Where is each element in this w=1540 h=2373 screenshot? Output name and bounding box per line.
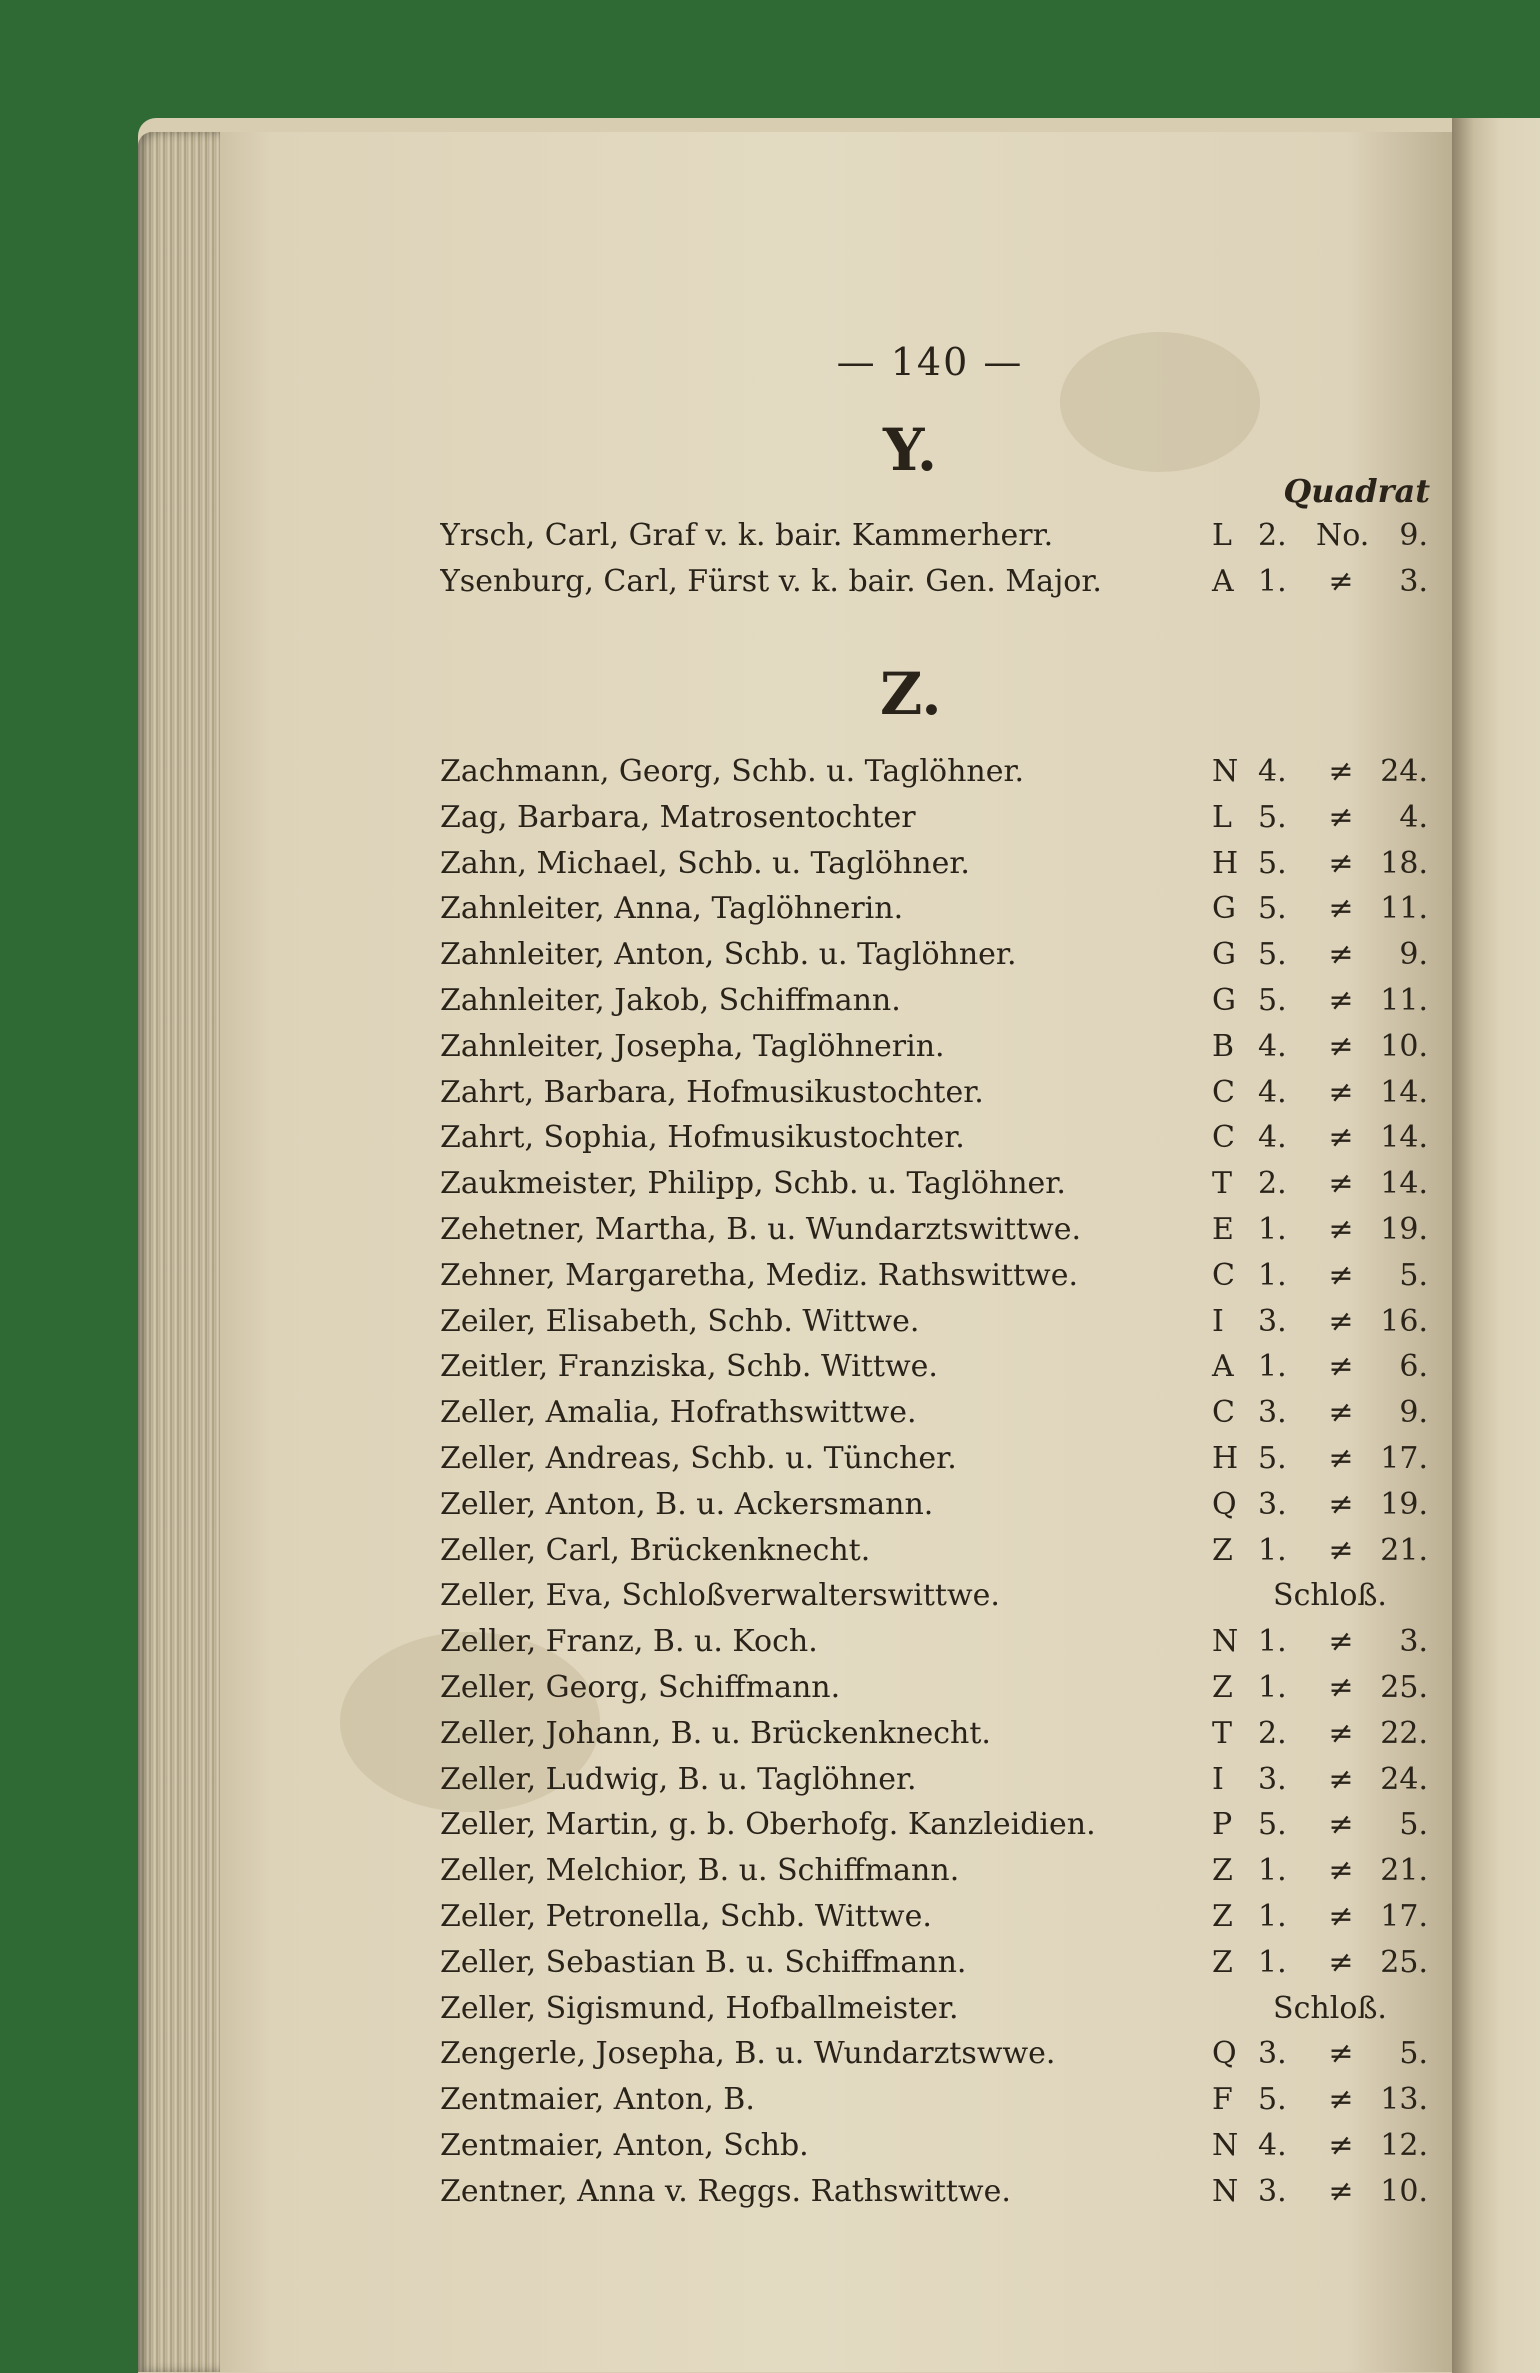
directory-entry [440, 1897, 1428, 1937]
entry-quadrat-row: 1. [1258, 1624, 1287, 1660]
entry-name: Zehetner, Martha, B. u. Wundarztswittwe. [440, 1212, 1082, 1247]
entry-number-mark: ≠ [1328, 2173, 1354, 2209]
entry-quadrat-letter: G [1212, 983, 1236, 1018]
directory-listing [440, 320, 1430, 2209]
entry-number-mark: ≠ [1328, 1303, 1354, 1339]
entry-number-mark: ≠ [1328, 1944, 1354, 1980]
entry-quadrat-row: 1. [1258, 1349, 1287, 1385]
section-letter: Z. [880, 660, 942, 728]
entry-quadrat-letter: T [1212, 1166, 1233, 1202]
entry-quadrat-row: 4. [1258, 754, 1287, 789]
entry-house-number: 10. [1380, 1028, 1428, 1064]
directory-entry [440, 1943, 1428, 1983]
entry-number-mark: ≠ [1328, 1166, 1354, 1202]
directory-entry [440, 889, 1428, 929]
directory-entry [440, 1485, 1428, 1525]
directory-entry [440, 752, 1428, 792]
entry-quadrat-letter: Z [1212, 1532, 1233, 1568]
directory-entry [440, 2034, 1428, 2074]
entry-name: Zahrt, Sophia, Hofmusikustochter. [440, 1120, 965, 1156]
entry-name: Zahnleiter, Anna, Taglöhnerin. [440, 891, 904, 927]
entry-quadrat-row: 5. [1258, 845, 1287, 881]
entry-name: Zeller, Amalia, Hofrathswittwe. [440, 1395, 917, 1431]
entry-house-number: 19. [1380, 1212, 1428, 1247]
entry-number-mark: ≠ [1328, 1624, 1354, 1660]
entry-quadrat-row: 5. [1258, 1807, 1287, 1843]
entry-number-mark: ≠ [1328, 1761, 1354, 1797]
entry-number-mark: ≠ [1328, 1532, 1354, 1568]
entry-name: Zeiler, Elisabeth, Schb. Wittwe. [440, 1303, 920, 1339]
entry-house-number: 17. [1380, 1899, 1428, 1934]
directory-entry [440, 562, 1428, 602]
entry-number-mark: ≠ [1328, 2036, 1354, 2072]
entry-quadrat-letter: A [1212, 563, 1234, 599]
directory-entry [440, 935, 1428, 975]
directory-entry [440, 1256, 1428, 1296]
entry-quadrat-letter: N [1212, 2173, 1239, 2209]
entry-number-mark: ≠ [1328, 1899, 1354, 1934]
entry-number-mark: ≠ [1328, 1349, 1354, 1385]
entry-quadrat-row: 1. [1258, 1670, 1287, 1705]
entry-quadrat-letter: Q [1212, 1486, 1237, 1522]
entry-house-number: 19. [1380, 1486, 1428, 1522]
directory-entry [440, 1118, 1428, 1158]
directory-entry [440, 2172, 1428, 2212]
entry-quadrat-row: 2. [1258, 1715, 1287, 1751]
entry-name: Zeller, Johann, B. u. Brückenknecht. [440, 1715, 991, 1751]
entry-quadrat-row: 5. [1258, 1441, 1287, 1476]
entry-name: Zeller, Melchior, B. u. Schiffmann. [440, 1853, 960, 1889]
entry-number-mark: ≠ [1328, 1853, 1354, 1889]
entry-quadrat-letter: Z [1212, 1899, 1233, 1934]
entry-name: Zentmaier, Anton, B. [440, 2082, 755, 2118]
entry-quadrat-row: 5. [1258, 799, 1287, 835]
entry-name: Zag, Barbara, Matrosentochter [440, 799, 916, 835]
entry-quadrat-letter: P [1212, 1807, 1233, 1843]
entry-house-number: 5. [1399, 2036, 1428, 2072]
entry-name: Zentner, Anna v. Reggs. Rathswittwe. [440, 2173, 1011, 2209]
entry-quadrat-letter: Z [1212, 1944, 1233, 1980]
entry-house-number: 9. [1399, 518, 1428, 553]
directory-entry [440, 1989, 1420, 2029]
entry-quadrat-letter: B [1212, 1028, 1235, 1064]
entry-quadrat-letter: C [1212, 1074, 1235, 1110]
entry-house-number: 24. [1380, 754, 1428, 789]
entry-house-number: 14. [1380, 1166, 1428, 1202]
entry-name: Zeller, Petronella, Schb. Wittwe. [440, 1899, 932, 1934]
entry-number-mark: ≠ [1328, 2082, 1354, 2118]
directory-entry [440, 798, 1428, 838]
entry-house-number: 14. [1380, 1120, 1428, 1156]
directory-entry [440, 1851, 1428, 1891]
directory-entry [440, 1531, 1428, 1571]
entry-house-number: 22. [1380, 1715, 1428, 1751]
entry-quadrat-letter: Z [1212, 1670, 1233, 1705]
entry-name: Zeitler, Franziska, Schb. Wittwe. [440, 1349, 938, 1385]
facing-page-gutter [1452, 118, 1540, 2373]
entry-name: Zentmaier, Anton, Schb. [440, 2128, 809, 2163]
entry-number-mark: ≠ [1328, 1807, 1354, 1843]
entry-quadrat-row: 1. [1258, 1853, 1287, 1889]
entry-name: Zachmann, Georg, Schb. u. Taglöhner. [440, 754, 1025, 789]
entry-name: Zeller, Carl, Brückenknecht. [440, 1532, 871, 1568]
page-number: — 140 — [836, 340, 1024, 384]
entry-name: Zahn, Michael, Schb. u. Taglöhner. [440, 845, 970, 881]
entry-quadrat-row: 4. [1258, 1120, 1287, 1156]
entry-name: Zeller, Sigismund, Hofballmeister. [440, 1990, 959, 2026]
entry-house-number: 9. [1399, 1395, 1428, 1431]
entry-number-mark: ≠ [1328, 1074, 1354, 1110]
entry-name: Zengerle, Josepha, B. u. Wundarztswwe. [440, 2036, 1056, 2072]
entry-house-number: 5. [1399, 1257, 1428, 1293]
entry-name: Zeller, Ludwig, B. u. Taglöhner. [440, 1761, 917, 1797]
entry-house-number: 25. [1380, 1944, 1428, 1980]
entry-quadrat-letter: C [1212, 1395, 1235, 1431]
entry-quadrat-letter: C [1212, 1120, 1235, 1156]
entry-name: Zahnleiter, Anton, Schb. u. Taglöhner. [440, 937, 1017, 973]
entry-house-number: 18. [1380, 845, 1428, 881]
entry-house-number: 5. [1399, 1807, 1428, 1843]
entry-quadrat-letter: G [1212, 891, 1236, 927]
entry-quadrat-row: 1. [1258, 1944, 1287, 1980]
entry-name: Zeller, Georg, Schiffmann. [440, 1670, 841, 1705]
directory-entry [440, 1302, 1428, 1342]
directory-entry [440, 1164, 1428, 1204]
entry-quadrat-letter: I [1212, 1303, 1224, 1339]
entry-house-number: 6. [1399, 1349, 1428, 1385]
entry-house-number: 3. [1399, 1624, 1428, 1660]
directory-entry [440, 516, 1428, 556]
entry-quadrat-letter: C [1212, 1257, 1235, 1293]
entry-house-number: 17. [1380, 1441, 1428, 1476]
entry-number-mark: ≠ [1328, 1028, 1354, 1064]
entry-quadrat-row: 5. [1258, 891, 1287, 927]
entry-quadrat-row: 2. [1258, 518, 1287, 553]
entry-house-number: 4. [1399, 799, 1428, 835]
entry-house-number: 21. [1380, 1853, 1428, 1889]
entry-quadrat-row: 3. [1258, 1303, 1287, 1339]
entry-name: Zahnleiter, Jakob, Schiffmann. [440, 983, 901, 1018]
entry-house-number: 13. [1380, 2082, 1428, 2118]
entry-quadrat-row: 1. [1258, 1212, 1287, 1247]
entry-number-mark: ≠ [1328, 1670, 1354, 1705]
entry-number-mark: ≠ [1328, 1441, 1354, 1476]
entry-quadrat-row: 5. [1258, 983, 1287, 1018]
entry-name: Ysenburg, Carl, Fürst v. k. bair. Gen. Major. [440, 563, 1102, 599]
directory-entry [440, 1210, 1428, 1250]
entry-name: Zahnleiter, Josepha, Taglöhnerin. [440, 1028, 945, 1064]
directory-entry [440, 981, 1428, 1021]
entry-number-mark: ≠ [1328, 1120, 1354, 1156]
entry-name: Zeller, Eva, Schloßverwalterswittwe. [440, 1578, 1000, 1614]
entry-number-mark: ≠ [1328, 1257, 1354, 1293]
section-letter: Y. [882, 416, 938, 484]
entry-number-mark: No. [1316, 518, 1370, 553]
directory-entry [440, 844, 1428, 884]
entry-name: Zeller, Franz, B. u. Koch. [440, 1624, 818, 1660]
entry-house-number: 16. [1380, 1303, 1428, 1339]
entry-number-mark: ≠ [1328, 983, 1354, 1018]
directory-entry [440, 1073, 1428, 1113]
entry-name: Zahrt, Barbara, Hofmusikustochter. [440, 1074, 984, 1110]
directory-entry [440, 1576, 1420, 1616]
entry-house-number: 24. [1380, 1761, 1428, 1797]
entry-location: Schloß. [1273, 1990, 1387, 2026]
directory-entry [440, 2080, 1428, 2120]
entry-house-number: 9. [1399, 937, 1428, 973]
entry-house-number: 25. [1380, 1670, 1428, 1705]
entry-quadrat-letter: N [1212, 754, 1239, 789]
entry-quadrat-letter: L [1212, 799, 1232, 835]
entry-house-number: 3. [1399, 563, 1428, 599]
directory-entry [440, 1027, 1428, 1067]
entry-number-mark: ≠ [1328, 891, 1354, 927]
entry-quadrat-row: 1. [1258, 1257, 1287, 1293]
directory-entry [440, 2126, 1428, 2166]
entry-house-number: 14. [1380, 1074, 1428, 1110]
entry-quadrat-letter: Q [1212, 2036, 1237, 2072]
entry-number-mark: ≠ [1328, 1395, 1354, 1431]
entry-number-mark: ≠ [1328, 1486, 1354, 1522]
entry-quadrat-row: 4. [1258, 1028, 1287, 1064]
entry-quadrat-row: 5. [1258, 937, 1287, 973]
entry-house-number: 21. [1380, 1532, 1428, 1568]
entry-name: Zeller, Martin, g. b. Oberhofg. Kanzleidien. [440, 1807, 1096, 1843]
entry-house-number: 10. [1380, 2173, 1428, 2209]
entry-quadrat-letter: N [1212, 2128, 1239, 2163]
entry-quadrat-row: 5. [1258, 2082, 1287, 2118]
entry-quadrat-letter: Z [1212, 1853, 1233, 1889]
directory-entry [440, 1668, 1428, 1708]
entry-house-number: 11. [1380, 891, 1428, 927]
directory-entry [440, 1439, 1428, 1479]
directory-entry [440, 1760, 1428, 1800]
entry-house-number: 11. [1380, 983, 1428, 1018]
entry-number-mark: ≠ [1328, 754, 1354, 789]
directory-entry [440, 1714, 1428, 1754]
entry-quadrat-letter: F [1212, 2082, 1233, 2118]
entry-quadrat-row: 1. [1258, 1899, 1287, 1934]
entry-quadrat-letter: A [1212, 1349, 1234, 1385]
entry-quadrat-letter: T [1212, 1715, 1233, 1751]
entry-number-mark: ≠ [1328, 1715, 1354, 1751]
entry-quadrat-letter: I [1212, 1761, 1224, 1797]
entry-quadrat-row: 1. [1258, 563, 1287, 599]
entry-quadrat-row: 3. [1258, 1486, 1287, 1522]
page-edges [138, 132, 226, 2372]
entry-name: Zeller, Anton, B. u. Ackersmann. [440, 1486, 934, 1522]
entry-location: Schloß. [1273, 1578, 1387, 1614]
directory-entry [440, 1805, 1428, 1845]
entry-number-mark: ≠ [1328, 799, 1354, 835]
directory-entry [440, 1622, 1428, 1662]
entry-quadrat-letter: L [1212, 518, 1232, 553]
entry-name: Zaukmeister, Philipp, Schb. u. Taglöhner. [440, 1166, 1066, 1202]
entry-quadrat-row: 3. [1258, 2173, 1287, 2209]
entry-number-mark: ≠ [1328, 937, 1354, 973]
entry-quadrat-row: 2. [1258, 1166, 1287, 1202]
entry-quadrat-row: 3. [1258, 1761, 1287, 1797]
entry-name: Zeller, Andreas, Schb. u. Tüncher. [440, 1441, 957, 1476]
entry-quadrat-letter: E [1212, 1212, 1234, 1247]
entry-quadrat-row: 4. [1258, 1074, 1287, 1110]
entry-quadrat-letter: G [1212, 937, 1236, 973]
entry-quadrat-row: 4. [1258, 2128, 1287, 2163]
entry-name: Zehner, Margaretha, Mediz. Rathswittwe. [440, 1257, 1079, 1293]
entry-quadrat-letter: N [1212, 1624, 1239, 1660]
entry-house-number: 12. [1380, 2128, 1428, 2163]
entry-quadrat-row: 3. [1258, 1395, 1287, 1431]
entry-number-mark: ≠ [1328, 845, 1354, 881]
entry-quadrat-row: 1. [1258, 1532, 1287, 1568]
entry-number-mark: ≠ [1328, 1212, 1354, 1247]
column-heading-quadrat: Quadrat [1283, 472, 1430, 510]
entry-quadrat-letter: H [1212, 845, 1239, 881]
entry-name: Yrsch, Carl, Graf v. k. bair. Kammerherr. [440, 518, 1054, 553]
directory-entry [440, 1393, 1428, 1433]
entry-quadrat-row: 3. [1258, 2036, 1287, 2072]
entry-number-mark: ≠ [1328, 563, 1354, 599]
entry-name: Zeller, Sebastian B. u. Schiffmann. [440, 1944, 967, 1980]
entry-number-mark: ≠ [1328, 2128, 1354, 2163]
entry-quadrat-letter: H [1212, 1441, 1239, 1476]
directory-entry [440, 1347, 1428, 1387]
